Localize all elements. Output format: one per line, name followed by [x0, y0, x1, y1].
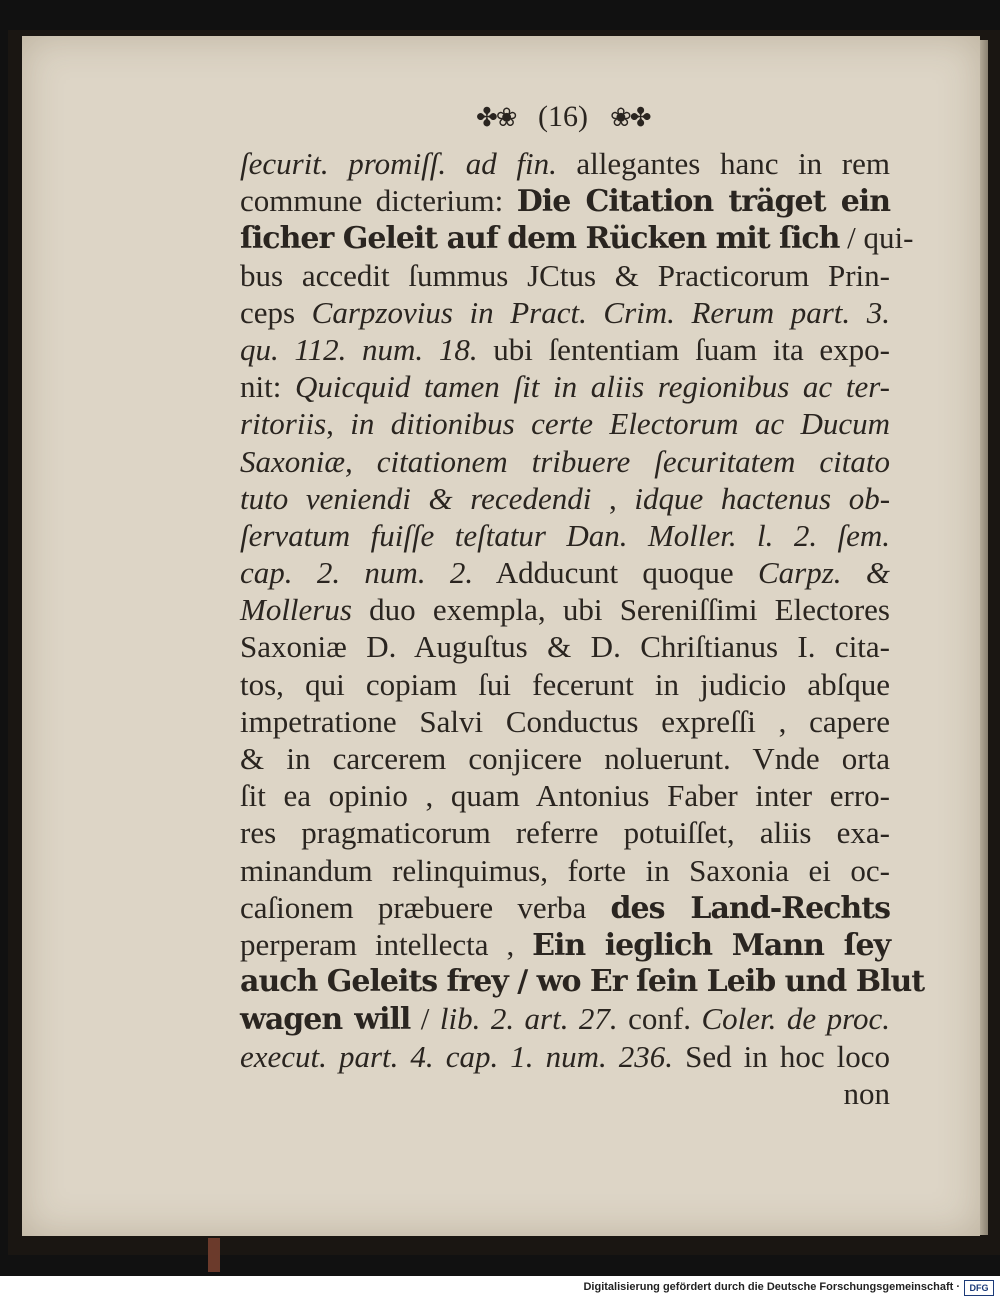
text-line: Saxoniæ D. Auguſtus & D. Chriſtianus I. cita-	[240, 629, 890, 665]
funding-credit: Digitalisierung gefördert durch die Deutsche Forschungsgemeinschaft ·	[583, 1281, 960, 1293]
text-line: ſervatum fuiſſe teſtatur Dan. Moller. l. 2. ſem.	[240, 517, 890, 553]
text-line: tuto veniendi & recedendi , idque hactenus ob-	[240, 480, 891, 516]
text-line: tos, qui copiam ſui fecerunt in judicio abſque	[240, 666, 890, 702]
text-line: perperam intellecta , Ein ieglich Mann ſey	[240, 926, 891, 963]
text-line: cap. 2. num. 2. Adducunt quoque Carpz. &	[240, 555, 891, 591]
text-line: bus accedit ſummus JCtus & Practicorum Prin-	[240, 257, 890, 293]
text-line: res pragmaticorum referre potuiſſet, aliis exa-	[240, 815, 890, 851]
page-number: (16)	[538, 100, 588, 133]
text-line: ſicher Geleit auf dem Rücken mit ſich / qui-	[240, 220, 914, 257]
text-line: auch Geleits frey / wo Er ſein Leib und Blut	[240, 964, 925, 1000]
footer-bar	[0, 1276, 1000, 1300]
text-line: & in carcerem conjicere noluerunt. Vnde orta	[240, 741, 890, 776]
ornament-right-icon: ❀✤	[610, 103, 650, 132]
text-line: execut. part. 4. cap. 1. num. 236. Sed in hoc loco	[240, 1038, 890, 1074]
page-text	[240, 145, 925, 1112]
text-line: caſionem præbuere verba des Land-Rechts	[240, 889, 890, 926]
dfg-logo-icon: DFG	[964, 1280, 994, 1296]
text-line: Mollerus duo exempla, ubi Sereniſſimi Electores	[240, 592, 890, 628]
page-header	[476, 100, 666, 140]
text-line: wagen will / lib. 2. art. 27. conf. Coler. de proc.	[240, 1001, 890, 1038]
text-line: ſecurit. promiſſ. ad fin. allegantes hanc in rem	[240, 146, 890, 181]
catchword: non	[843, 1075, 890, 1111]
text-line: nit: Quicquid tamen ſit in aliis regionibus ac ter-	[240, 369, 890, 405]
text-line: minandum relinquimus, forte in Saxonia ei oc-	[240, 852, 890, 888]
text-line: impetratione Salvi Conductus expreſſi , capere	[240, 703, 890, 739]
ornament-left-icon: ✤❀	[476, 103, 516, 132]
text-line: ritoriis, in ditionibus certe Electorum ac Ducum	[240, 406, 891, 442]
text-line: ſit ea opinio , quam Antonius Faber inter erro-	[240, 778, 890, 814]
text-line: qu. 112. num. 18. ubi ſententiam ſuam ita expo-	[240, 331, 890, 367]
text-line: ceps Carpzovius in Pract. Crim. Rerum part. 3.	[240, 294, 890, 330]
text-line: Saxoniæ, citationem tribuere ſecuritatem citato	[240, 443, 890, 479]
ribbon-marker	[208, 1238, 220, 1272]
text-line: commune dicterium: Die Citation träget ein	[240, 183, 891, 220]
